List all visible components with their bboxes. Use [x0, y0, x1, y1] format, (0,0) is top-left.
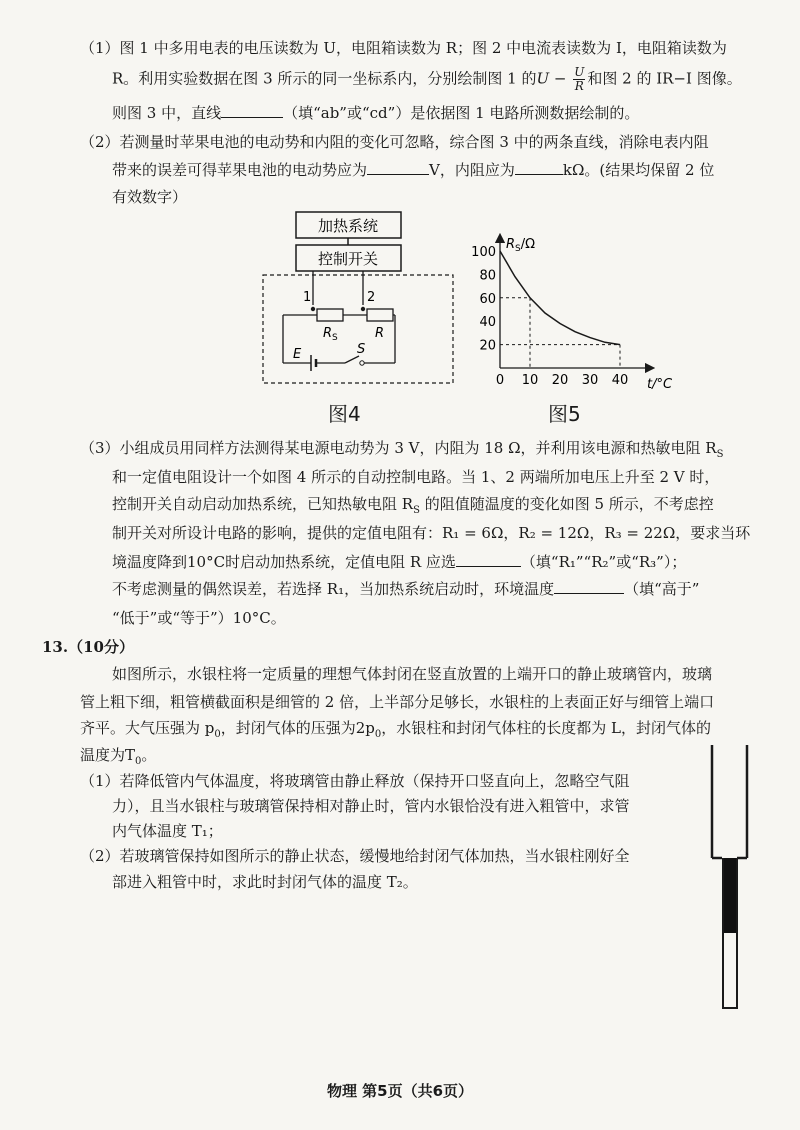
fraction-numerator: U — [574, 65, 585, 79]
q12-part2-line3: 有效数字） — [112, 188, 188, 206]
thermistor-rs — [317, 309, 343, 321]
q13-line4b: 。 — [141, 746, 157, 764]
control-switch-label: 控制开关 — [317, 250, 379, 268]
node-1 — [311, 307, 315, 311]
page-footer: 物理 第5页（共6页） — [326, 1082, 474, 1100]
y-tick-label: 40 — [479, 315, 496, 331]
q12-part3-line7: “低于”或“等于”）10°C。 — [112, 609, 286, 627]
q12-part1-line3 — [112, 102, 639, 124]
q12-part3-line3b: 的阻值随温度的变化如图 5 所示，不考虑控 — [419, 495, 714, 513]
terminal-2-label: 2 — [367, 290, 376, 305]
q12-part3-line6b: （填“高于” — [624, 580, 700, 598]
q12-part2-line2a: 带来的误差可得苹果电池的电动势应为 — [112, 161, 368, 179]
q13-line3c: ，水银柱和封闭气体柱的长度都为 L，封闭气体的 — [381, 719, 712, 737]
fraction-denominator: R — [574, 79, 584, 93]
answer-blank-line[interactable] — [221, 102, 283, 118]
e-label: E — [293, 347, 302, 362]
q12-part3-line5a: 境温度降到10°C时启动加热系统，定值电阻 R 应选 — [112, 553, 456, 571]
x-tick-label: 40 — [611, 373, 629, 388]
q13-sub2-line2: 部进入粗管中时，求此时封闭气体的温度 T₂。 — [112, 873, 418, 891]
fig4-circuit — [255, 205, 460, 390]
p0-subscript: 0 — [214, 729, 221, 740]
q12-part1-line3a: 则图 3 中，直线 — [112, 104, 222, 122]
p0-subscript: 0 — [374, 729, 382, 740]
glass-tube-figure — [700, 745, 780, 1015]
q12-part3-line4: 制开关对所设计电路的影响，提供的定值电阻有：R₁ = 6Ω，R₂ = 12Ω，R₃ = 22Ω，要求当环 — [112, 524, 751, 542]
rs-subscript: S — [716, 449, 724, 460]
q12-part3-line3a: 控制开关自动启动加热系统，已知热敏电阻 R — [112, 495, 414, 513]
q12-part3-line1 — [80, 437, 723, 466]
dashed-boundary — [263, 275, 453, 383]
y-axis-label: $R_S/\Omega$ — [506, 237, 536, 254]
y-tick-label: 100 — [471, 245, 496, 260]
guide-lines — [500, 298, 620, 368]
q13-sub1-line2: 力），且当水银柱与玻璃管保持相对静止时，管内水银恰没有进入粗管中，求管 — [112, 797, 630, 815]
answer-blank-resistor[interactable] — [456, 551, 521, 567]
resistor-r — [367, 309, 393, 321]
y-tick-label: 20 — [479, 338, 496, 354]
answer-blank-resistance[interactable] — [515, 159, 563, 175]
q12-part1-line2b: 和图 2 的 IR−I 图像。 — [587, 69, 742, 88]
q12-part3-line6a: 不考虑测量的偶然误差，若选择 R₁，当加热系统启动时，环境温度 — [112, 580, 555, 598]
q13-sub1-line1: （1）若降低管内气体温度，将玻璃管由静止释放（保持开口竖直向上，忽略空气阻 — [80, 772, 630, 790]
y-tick-label: 80 — [479, 268, 496, 284]
x-tick-label: 30 — [581, 373, 599, 388]
q13-sub1-line3: 内气体温度 T₁； — [112, 822, 223, 840]
rs-subscript: S — [413, 505, 420, 516]
fig5-caption: 图5 — [548, 402, 581, 426]
q12-part2-line2b: V，内阻应为 — [429, 161, 515, 179]
q12-part3-line5b: （填“R₁”“R₂”或“R₃”）； — [520, 553, 687, 571]
q13-line3 — [80, 717, 711, 746]
q12-part3-line6 — [112, 578, 699, 600]
switch-blade — [345, 356, 359, 363]
answer-blank-temperature[interactable] — [554, 578, 624, 594]
q12-part1-line3b: （填“ab”或“cd”）是依据图 1 电路所测数据绘制的。 — [283, 104, 640, 122]
mercury-column — [724, 858, 736, 933]
q12-part3-line3 — [112, 493, 714, 522]
x-axis-label: t/°C — [647, 377, 673, 392]
q12-part3-line5 — [112, 551, 686, 573]
q13-line2: 管上粗下细，粗管横截面积是细管的 2 倍，上半部分足够长，水银柱的上表面正好与细管上端口 — [80, 693, 715, 711]
rs-label: $R_S$ — [323, 326, 338, 343]
switch-contact — [360, 361, 364, 365]
terminal-1-label: 1 — [303, 290, 312, 305]
formula-fraction — [573, 66, 585, 93]
s-label: S — [357, 342, 366, 357]
q13-line4 — [80, 744, 156, 773]
heating-system-label: 加热系统 — [317, 217, 379, 235]
fig4-caption: 图4 — [328, 402, 361, 426]
q12-part2-line1: （2）若测量时苹果电池的电动势和内阻的变化可忽略，综合图 3 中的两条直线，消除电表内阻 — [80, 133, 709, 151]
q13-line1: 如图所示，水银柱将一定质量的理想气体封闭在竖直放置的上端开口的静止玻璃管内，玻璃 — [112, 665, 713, 683]
q13-sub2-line1: （2）若玻璃管保持如图所示的静止状态，缓慢地给封闭气体加热，当水银柱刚好全 — [80, 847, 630, 865]
q12-part1-line2a: R。利用实验数据在图 3 所示的同一坐标系内，分别绘制图 1 的 — [112, 69, 537, 88]
t0-subscript: 0 — [135, 756, 142, 767]
q12-part2-line2 — [112, 159, 714, 181]
r-label: R — [375, 326, 385, 341]
q12-part2-line2c: kΩ。(结果均保留 2 位 — [562, 161, 715, 179]
formula-u: U — [536, 69, 550, 88]
q12-part1-line1: （1）图 1 中多用电表的电压读数为 U，电阻箱读数为 R；图 2 中电流表读数为 I，电阻箱读数为 — [80, 39, 727, 57]
q13-header: 13.（10分） — [42, 638, 134, 656]
q13-line3b: ，封闭气体的压强为2p — [220, 719, 375, 737]
q12-part1-line2 — [112, 66, 742, 93]
y-tick-label: 60 — [479, 291, 496, 307]
q13-line4a: 温度为T — [80, 746, 136, 764]
x-tick-label: 0 — [495, 373, 505, 388]
fig5-chart — [470, 228, 685, 393]
q13-line3a: 齐平。大气压强为 p — [80, 719, 215, 737]
node-2 — [361, 307, 365, 311]
formula-minus: − — [549, 69, 572, 88]
x-tick-label: 20 — [551, 373, 569, 388]
q12-part3-line2: 和一定值电阻设计一个如图 4 所示的自动控制电路。当 1、2 两端所加电压上升至 2 V 时， — [112, 468, 720, 486]
answer-blank-emf[interactable] — [367, 159, 429, 175]
x-tick-label: 10 — [521, 373, 539, 388]
q12-part3-line1-text: （3）小组成员用同样方法测得某电源电动势为 3 V，内阻为 18 Ω，并利用该电源和热敏电阻 R — [80, 439, 717, 457]
